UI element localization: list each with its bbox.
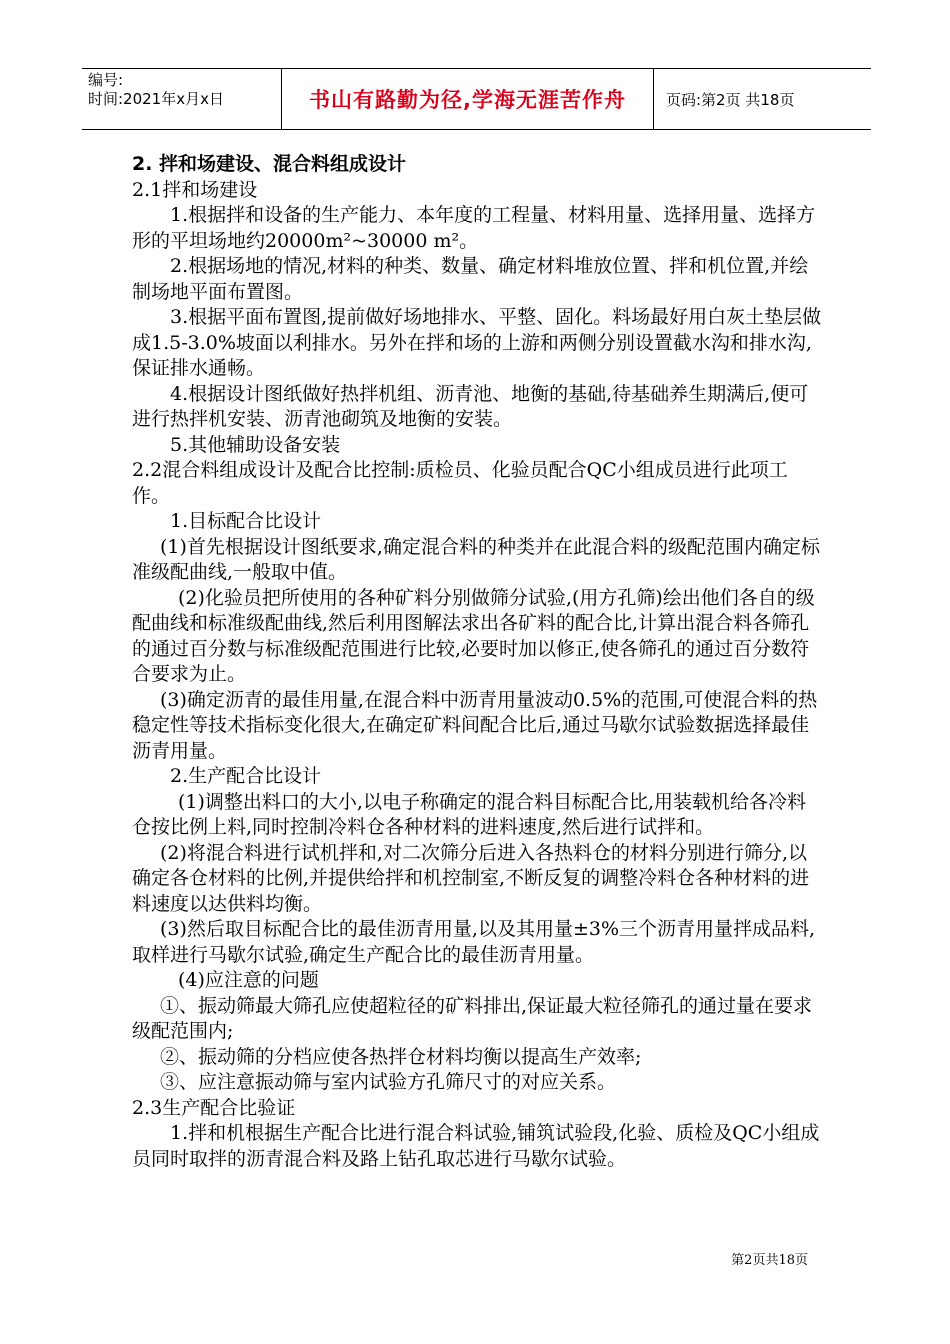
paragraph: (3)然后取目标配合比的最佳沥青用量,以及其用量±3%三个沥青用量拌成品料,取样进行马歇尔试验,确定生产配合比的最佳沥青用量。 [132,918,816,966]
paragraph: 1.拌和机根据生产配合比进行混合料试验,铺筑试验段,化验、质检及QC小组成员同时取拌的沥青混合料及路上钻孔取芯进行马歇尔试验。 [132,1122,820,1170]
subsection-title-2-2: 2.2混合料组成设计及配合比控制:质检员、化验员配合QC小组成员进行此项工作。 [132,459,788,507]
subsection-title-2-3: 2.3生产配合比验证 [132,1096,296,1119]
page-footer: 第2页共18页 [731,1253,808,1268]
date-label: 时间:2021年x月x日 [88,90,224,108]
paragraph: 1.目标配合比设计 [170,510,322,532]
paragraph: 1.根据拌和设备的生产能力、本年度的工程量、材料用量、选择用量、选择方形的平坦场地约20000m²~30000 m²。 [132,204,816,252]
document-body [132,152,822,1172]
paragraph: 2.根据场地的情况,材料的种类、数量、确定材料堆放位置、拌和机位置,并绘制场地平面布置图。 [132,255,809,303]
header-motto: 书山有路勤为径,学海无涯苦作舟 [282,69,654,129]
list-item: ②、振动筛的分档应使各热拌仓材料均衡以提高生产效率; [160,1045,642,1068]
paragraph: (2)化验员把所使用的各种矿料分别做筛分试验,(用方孔筛)绘出他们各自的级配曲线和标准级配曲线,然后利用图解法求出各矿料的配合比,计算出混合料各筛孔的通过百分数与标准级配范围进行比较,必要时加以修正,使各筛孔的通过百分数符合要求为止。 [132,586,815,685]
paragraph: 5.其他辅助设备安装 [170,433,341,456]
paragraph: 4.根据设计图纸做好热拌机组、沥青池、地衡的基础,待基础养生期满后,便可进行热拌机安装、沥青池砌筑及地衡的安装。 [132,382,809,430]
list-item: ③、应注意振动筛与室内试验方孔筛尺寸的对应关系。 [160,1071,617,1093]
subsection-title-2-1: 2.1拌和场建设 [132,178,258,201]
paragraph: (1)调整出料口的大小,以电子称确定的混合料目标配合比,用装载机给各冷料仓按比例上料,同时控制冷料仓各种材料的进料速度,然后进行试拌和。 [132,790,806,838]
paragraph: (3)确定沥青的最佳用量,在混合料中沥青用量波动0.5%的范围,可使混合料的热稳定性等技术指标变化很大,在确定矿料间配合比后,通过马歇尔试验数据选择最佳沥青用量。 [132,688,818,762]
paragraph: 2.生产配合比设计 [170,765,322,787]
page-header [82,68,871,130]
list-item: ①、振动筛最大筛孔应使超粒径的矿料排出,保证最大粒径筛孔的通过量在要求级配范围内; [132,994,813,1042]
header-page-info: 页码:第2页 共18页 [666,90,795,109]
header-meta [82,69,282,129]
number-label: 编号: [88,71,124,89]
paragraph: (2)将混合料进行试机拌和,对二次筛分后进入各热料仓的材料分别进行筛分,以确定各仓材料的比例,并提供给拌和机控制室,不断反复的调整冷料仓各种材料的进料速度以达供料均衡。 [132,841,810,915]
paragraph: (4)应注意的问题 [178,969,319,991]
paragraph: (1)首先根据设计图纸要求,确定混合料的种类并在此混合料的级配范围内确定标准级配曲线,一般取中值。 [132,535,820,583]
section-title: 2. 拌和场建设、混合料组成设计 [132,153,407,175]
paragraph: 3.根据平面布置图,提前做好场地排水、平整、固化。料场最好用白灰土垫层做成1.5-3.0%坡面以利排水。另外在拌和场的上游和两侧分别设置截水沟和排水沟,保证排水通畅。 [132,306,822,379]
